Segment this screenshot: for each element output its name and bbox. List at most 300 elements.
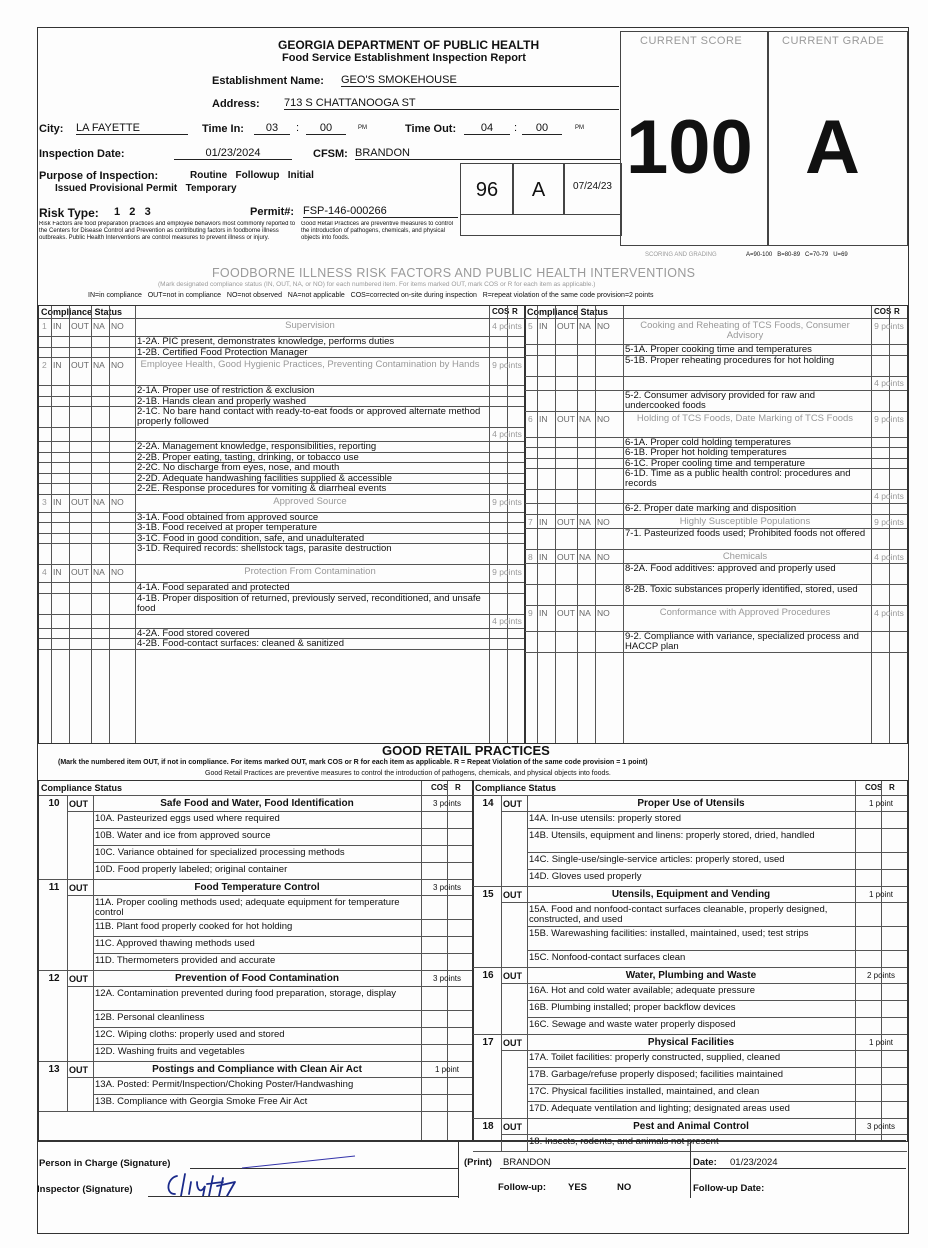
status-option: NO: [597, 516, 610, 527]
out-column-line: [67, 970, 68, 1061]
current-grade: A: [805, 105, 860, 190]
footer-date-label: Date:: [693, 1157, 717, 1168]
out-label: OUT: [69, 883, 88, 893]
status-option: NO: [597, 607, 610, 618]
status-option: OUT: [71, 567, 89, 577]
desc-column-line: [93, 879, 94, 970]
followup-no: NO: [617, 1182, 632, 1193]
cos-column-line: [855, 781, 856, 1141]
inspection-item: 1-2B. Certified Food Protection Manager: [137, 346, 308, 358]
status-option: NA: [93, 496, 105, 507]
addr-value: 713 S CHATTANOOGA ST: [284, 97, 619, 110]
grp-item: 11A. Proper cooling methods used; adequate equipment for temperature control: [95, 897, 400, 918]
compliance-status-header: Compliance Status: [527, 307, 609, 317]
grp-item: 14A. In-use utensils: properly stored: [529, 813, 682, 824]
desc-column-line: [135, 306, 136, 743]
grp-item: 10A. Pasteurized eggs used where required: [95, 813, 280, 824]
desc-column-line: [527, 967, 528, 1034]
footer-rule-top: [38, 1140, 906, 1141]
group-title: Safe Food and Water, Food Identification: [160, 798, 354, 809]
status-option: NA: [93, 567, 105, 577]
item-rule: [39, 614, 525, 615]
grp-item: 12D. Washing fruits and vegetables: [95, 1046, 245, 1057]
status-option: NO: [597, 321, 610, 331]
status-option: NA: [579, 413, 591, 424]
item-rule: [527, 1084, 907, 1085]
out-label: OUT: [503, 971, 522, 981]
status-option: NO: [111, 567, 124, 577]
status-option: NA: [579, 551, 591, 562]
item-rule: [39, 649, 525, 650]
cos-column-line: [421, 781, 422, 1141]
last-date: 07/24/23: [573, 181, 612, 192]
group-title: Prevention of Food Contamination: [175, 973, 339, 984]
city-value: LA FAYETTE: [76, 122, 188, 135]
group-points: 3 points: [432, 799, 462, 808]
category-title: Holding of TCS Foods, Date Marking of TCS Foods: [636, 412, 854, 424]
group-points: 3 points: [432, 974, 462, 983]
item-rule: [527, 869, 907, 870]
cos-header: COS: [431, 783, 449, 792]
grp-item: 11D. Thermometers provided and accurate: [95, 955, 276, 966]
status-column-line: [91, 306, 92, 743]
inspection-item: 6-1B. Proper hot holding temperatures: [625, 447, 787, 458]
out-column-line: [67, 1061, 68, 1111]
grp-item: 12B. Personal cleanliness: [95, 1012, 205, 1023]
grp-subtitle: (Mark the numbered item OUT, if not in compliance. For items marked OUT, mark COS or R for each item as applicable. R = Repeat Violation of the same code provision = 1 point): [58, 759, 648, 766]
current-score-label: CURRENT SCORE: [640, 35, 743, 47]
header-rule: [39, 318, 525, 319]
grp-item: 17D. Adequate ventilation and lighting; designated areas used: [529, 1103, 790, 1114]
grp-item: 16C. Sewage and waste water properly disposed: [529, 1019, 736, 1030]
group-rule: [473, 886, 907, 887]
risk-factor-note: Risk Factors are food preparation practices and employee behaviors most commonly reported to the Centers for Disease Control and Prevention as contributing factors in foodborne illness outbreaks. Public Health Interventions are control measures to prevent illness or injury.: [39, 221, 296, 241]
grp-item: 16B. Plumbing installed; proper backflow devices: [529, 1002, 736, 1013]
status-option: OUT: [557, 516, 575, 527]
followup-label: Follow-up:: [498, 1182, 547, 1193]
status-column-line: [69, 306, 70, 743]
status-column-line: [51, 306, 52, 743]
status-option: IN: [539, 413, 548, 424]
group-title: Physical Facilities: [647, 1037, 735, 1048]
inspection-item: 2-1B. Hands clean and properly washed: [137, 395, 306, 407]
header-rule: [473, 795, 907, 796]
time-in-colon: :: [296, 122, 300, 134]
print-line: [500, 1168, 690, 1169]
desc-column-line: [527, 886, 528, 967]
report-title: Food Service Establishment Inspection Report: [282, 52, 526, 64]
category-title: Protection From Contamination: [244, 566, 376, 577]
item-rule: [525, 514, 907, 515]
group-title: Utensils, Equipment and Vending: [611, 889, 771, 900]
status-option: OUT: [71, 360, 89, 370]
inspection-item: 8-2A. Food additives: approved and properly used: [625, 562, 836, 574]
row-rule: [67, 986, 473, 987]
out-label: OUT: [503, 890, 522, 900]
grp-left-table: [38, 780, 474, 1142]
category-points: 4 points: [874, 551, 904, 562]
group-points: 1 point: [868, 1038, 894, 1047]
dept-title: GEORGIA DEPARTMENT OF PUBLIC HEALTH: [278, 38, 540, 52]
group-points: 2 points: [866, 971, 896, 980]
cfsm-value: BRANDON: [355, 147, 620, 160]
row-rule: [501, 1134, 907, 1135]
item-rule: [527, 828, 907, 829]
cos-header: COS: [865, 783, 883, 792]
category-title: Supervision: [285, 320, 335, 331]
item-rule: [93, 919, 473, 920]
category-points: 4 points: [492, 321, 522, 331]
status-option: IN: [53, 321, 62, 331]
status-option: NO: [111, 321, 124, 331]
item-rule: [93, 1094, 473, 1095]
inspection-item: 6-1C. Proper cooling time and temperature: [625, 457, 806, 469]
cfsm-label: CFSM:: [313, 148, 348, 160]
status-option: IN: [53, 360, 62, 370]
last-grade-box: [512, 163, 565, 215]
inspector-signature-label: Inspector (Signature): [37, 1184, 133, 1195]
grp-item: 10C. Variance obtained for specialized processing methods: [95, 847, 345, 858]
grp-item: 15C. Nonfood-contact surfaces clean: [529, 952, 686, 963]
grp-item: 14B. Utensils, equipment and linens: properly stored, dried, handled: [529, 830, 815, 841]
out-label: OUT: [69, 1065, 88, 1075]
group-rule: [39, 879, 473, 880]
r-column-line: [881, 781, 882, 1141]
category-points: 4 points: [492, 615, 522, 626]
item-number: 14: [482, 798, 494, 809]
item-rule: [527, 1017, 907, 1018]
group-rule: [473, 1118, 907, 1119]
category-title: Approved Source: [273, 495, 347, 507]
category-points: 9 points: [492, 496, 522, 507]
group-title: Postings and Compliance with Clean Air Act: [152, 1064, 362, 1075]
followup-date-label: Follow-up Date:: [693, 1183, 765, 1194]
item-rule: [525, 652, 907, 653]
purpose-label: Purpose of Inspection:: [39, 170, 159, 182]
last-blank-box: [460, 213, 622, 236]
grp-item: 12C. Wiping cloths: properly used and stored: [95, 1029, 285, 1040]
inspection-item: 2-2C. No discharge from eyes, nose, and mouth: [137, 462, 340, 473]
cos-header: COS: [874, 307, 892, 316]
status-option: IN: [539, 551, 548, 562]
grp-item: 15B. Warewashing facilities: installed, maintained, used; test strips: [529, 928, 809, 939]
out-label: OUT: [69, 974, 88, 984]
pic-signature-label: Person in Charge (Signature): [39, 1158, 171, 1169]
status-column-line: [577, 306, 578, 743]
group-rule: [473, 967, 907, 968]
item-number: 1: [42, 321, 47, 331]
header-rule: [525, 318, 907, 319]
item-rule: [525, 411, 907, 412]
rf-subtitle: (Mark designated compliance status (IN, OUT, NA, or NO) for each numbered item. For items marked OUT, mark COS or R for each item as applicable.): [158, 281, 596, 288]
status-option: OUT: [71, 321, 89, 331]
grp-item: 15A. Food and nonfood-contact surfaces cleanable, properly designed, constructed, and used: [529, 904, 828, 925]
item-rule: [525, 376, 907, 377]
current-score: 100: [626, 105, 753, 190]
scoring-label: SCORING AND GRADING: [645, 252, 717, 258]
item-rule: [527, 950, 907, 951]
group-rule: [39, 1061, 473, 1062]
grp-right-table: [472, 780, 908, 1147]
category-points: 4 points: [874, 491, 904, 501]
inspection-item: 2-2B. Proper eating, tasting, drinking, or tobacco use: [137, 451, 359, 463]
compliance-status-header: Compliance Status: [475, 783, 557, 793]
inspection-item: 8-2B. Toxic substances properly identified, stored, used: [625, 583, 858, 595]
item-rule: [93, 1027, 473, 1028]
desc-column-line: [527, 795, 528, 886]
last-score-box: [460, 163, 514, 215]
footer-vline-right: [690, 1140, 691, 1198]
grp-item: 13B. Compliance with Georgia Smoke Free Air Act: [95, 1096, 308, 1107]
current-grade-label: CURRENT GRADE: [782, 35, 885, 47]
grp-item: 17C. Physical facilities installed, maintained, and clean: [529, 1086, 760, 1097]
footer-date-line: [690, 1168, 906, 1169]
category-points: 4 points: [874, 607, 904, 618]
out-label: OUT: [69, 799, 88, 809]
r-header: R: [455, 783, 461, 792]
status-option: NA: [93, 360, 105, 370]
item-rule: [525, 489, 907, 490]
inspection-item: 4-1B. Proper disposition of returned, previously served, reconditioned, and unsafe food: [137, 592, 481, 614]
status-option: OUT: [71, 496, 89, 507]
out-label: OUT: [503, 799, 522, 809]
status-option: NA: [579, 607, 591, 618]
out-label: OUT: [503, 1122, 522, 1132]
inspection-item: 9-2. Compliance with variance, specialized process and HACCP plan: [625, 630, 859, 652]
group-points: 1 point: [868, 799, 894, 808]
item-rule: [39, 564, 525, 565]
row-rule: [501, 902, 907, 903]
time-in-pm: PM: [358, 125, 367, 131]
last-grade: A: [531, 179, 546, 201]
status-option: IN: [53, 567, 62, 577]
out-column-line: [501, 886, 502, 967]
inspection-item: 6-2. Proper date marking and disposition: [625, 503, 797, 514]
item-rule: [93, 862, 473, 863]
item-number: 3: [42, 496, 47, 507]
group-points: 3 points: [866, 1122, 896, 1131]
item-number: 12: [48, 973, 60, 984]
group-points: 3 points: [432, 883, 462, 892]
status-option: NA: [579, 516, 591, 527]
grade-scale: A=90-100 B=80-89 C=70-79 U=69: [746, 252, 848, 258]
rf-title: FOODBORNE ILLNESS RISK FACTORS AND PUBLIC HEALTH INTERVENTIONS: [212, 266, 696, 280]
row-rule: [67, 1077, 473, 1078]
item-number: 6: [528, 413, 533, 424]
inspection-item: 2-2E. Response procedures for vomiting & diarrheal events: [137, 483, 387, 494]
row-rule: [501, 811, 907, 812]
item-number: 2: [42, 360, 47, 370]
item-rule: [93, 845, 473, 846]
status-column-line: [109, 306, 110, 743]
inspection-item: 3-1C. Food in good condition, safe, and unadulterated: [137, 532, 365, 544]
print-value: BRANDON: [503, 1157, 551, 1168]
grp-subtitle-2: Good Retail Practices are preventive measures to control the introduction of pathogens, chemicals, and physical objects into foods.: [205, 770, 611, 777]
status-column-line: [595, 306, 596, 743]
status-option: IN: [539, 607, 548, 618]
item-rule: [527, 1067, 907, 1068]
purpose-options: Routine Followup Initial: [190, 170, 314, 181]
inspection-item: 1-2A. PIC present, demonstrates knowledge, performs duties: [137, 336, 395, 347]
inspection-item: 5-1B. Proper reheating procedures for hot holding: [625, 354, 835, 366]
status-option: NA: [93, 321, 105, 331]
last-score: 96: [475, 179, 499, 201]
out-column-line: [501, 967, 502, 1034]
status-option: OUT: [557, 607, 575, 618]
item-rule: [39, 357, 525, 358]
item-rule: [93, 828, 473, 829]
status-option: IN: [53, 496, 62, 507]
r-column-line: [447, 781, 448, 1141]
category-title: Employee Health, Good Hygienic Practices, Preventing Contamination by Hands: [140, 359, 480, 370]
inspection-item: 6-1A. Proper cold holding temperatures: [625, 436, 791, 448]
grp-item: 14C. Single-use/single-service articles: properly stored, used: [529, 854, 785, 865]
inspection-item: 6-1D. Time as a public health control: procedures and records: [625, 468, 851, 489]
item-number: 7: [528, 516, 533, 527]
desc-column-line: [527, 1118, 528, 1151]
addr-label: Address:: [212, 98, 260, 110]
inspector-signature-line: [148, 1196, 458, 1197]
item-rule: [93, 953, 473, 954]
inspection-item: 4-1A. Food separated and protected: [137, 582, 290, 593]
category-points: 4 points: [874, 377, 904, 388]
inspection-item: 2-2D. Adequate handwashing facilities supplied & accessible: [137, 472, 393, 484]
status-option: NO: [111, 360, 124, 370]
item-number: 16: [482, 970, 494, 981]
time-out-label: Time Out:: [405, 123, 457, 135]
category-points: 9 points: [874, 413, 904, 424]
group-rule: [39, 1111, 473, 1112]
r-column-line: [507, 306, 508, 743]
grp-item: 14D. Gloves used properly: [529, 871, 642, 882]
date-value: 01/23/2024: [174, 147, 292, 160]
time-in-label: Time In:: [202, 123, 244, 135]
inspection-item: 3-1A. Food obtained from approved source: [137, 511, 319, 523]
status-option: OUT: [557, 321, 575, 331]
rf-right-table: [524, 305, 908, 744]
item-rule: [527, 926, 907, 927]
time-out-colon: :: [514, 122, 518, 134]
group-rule: [39, 970, 473, 971]
last-date-box: [563, 163, 622, 215]
grp-note: Good Retail Practices are preventive measures to control the introduction of pathogens, chemicals, and physical objects into foods.: [301, 221, 454, 241]
category-points: 9 points: [492, 360, 522, 370]
risk-label: Risk Type:: [39, 206, 99, 220]
category-title: Conformance with Approved Procedures: [659, 606, 831, 618]
item-rule: [525, 605, 907, 606]
group-title: Food Temperature Control: [194, 882, 320, 893]
desc-column-line: [623, 306, 624, 743]
group-title: Proper Use of Utensils: [637, 798, 745, 809]
grp-item: 13A. Posted: Permit/Inspection/Choking Poster/Handwashing: [95, 1079, 354, 1090]
inspection-item: 7-1. Pasteurized foods used; Prohibited foods not offered: [625, 527, 866, 539]
compliance-status-header: Compliance Status: [41, 307, 123, 317]
compliance-status-header: Compliance Status: [41, 783, 123, 793]
status-column-line: [555, 306, 556, 743]
row-rule: [501, 1050, 907, 1051]
status-option: IN: [539, 321, 548, 331]
item-rule: [39, 494, 525, 495]
desc-column-line: [527, 1034, 528, 1118]
status-option: NA: [579, 321, 591, 331]
time-out-minute: 00: [522, 122, 562, 135]
inspection-item: 4-2B. Food-contact surfaces: cleaned & sanitized: [137, 638, 345, 649]
row-rule: [501, 983, 907, 984]
out-column-line: [67, 879, 68, 970]
time-in-hour: 03: [254, 122, 290, 135]
rf-legend: IN=in compliance OUT=not in compliance NO=not observed NA=not applicable COS=corrected on-site during inspection R=repeat violation of the same code provision=2 points: [88, 292, 654, 299]
item-rule: [527, 1000, 907, 1001]
item-number: 5: [528, 321, 533, 331]
out-column-line: [501, 795, 502, 886]
item-rule: [525, 549, 907, 550]
inspection-item: 2-1A. Proper use of restriction & exclusion: [137, 385, 315, 396]
group-title: Water, Plumbing and Waste: [625, 970, 757, 981]
inspection-item: 3-1D. Required records: shellstock tags, parasite destruction: [137, 543, 392, 554]
r-header: R: [889, 783, 895, 792]
group-points: 1 point: [868, 890, 894, 899]
date-label: Inspection Date:: [39, 148, 125, 160]
rf-left-table: [38, 305, 526, 744]
inspection-item: 5-2. Consumer advisory provided for raw and undercooked foods: [625, 389, 816, 411]
cos-header: COS: [492, 307, 510, 316]
grp-item: 10B. Water and ice from approved source: [95, 830, 271, 841]
footer-date-value: 01/23/2024: [730, 1157, 778, 1168]
item-number: 8: [528, 551, 533, 562]
grp-item: 17A. Toilet facilities: properly constructed, supplied, cleaned: [529, 1052, 781, 1063]
grp-item: 12A. Contamination prevented during food preparation, storage, display: [95, 988, 397, 999]
item-rule: [527, 852, 907, 853]
desc-column-line: [93, 795, 94, 879]
inspection-item: 2-2A. Management knowledge, responsibilities, reporting: [137, 441, 377, 452]
time-out-pm: PM: [575, 125, 584, 131]
city-label: City:: [39, 123, 64, 135]
time-in-minute: 00: [306, 122, 346, 135]
item-number: 4: [42, 567, 47, 577]
item-rule: [39, 427, 525, 428]
footer-vline-left: [458, 1140, 459, 1198]
group-title: Pest and Animal Control: [633, 1121, 749, 1132]
grp-title: GOOD RETAIL PRACTICES: [382, 743, 550, 758]
item-number: 9: [528, 607, 533, 618]
desc-column-line: [93, 1061, 94, 1111]
permit-value: FSP-146-000266: [303, 205, 458, 218]
est-label: Establishment Name:: [212, 75, 324, 87]
category-points: 9 points: [492, 567, 522, 577]
time-out-hour: 04: [464, 122, 510, 135]
category-points: 4 points: [492, 429, 522, 439]
status-option: NO: [111, 496, 124, 507]
grp-item: 16A. Hot and cold water available; adequate pressure: [529, 985, 756, 996]
item-rule: [93, 1044, 473, 1045]
header-rule: [39, 795, 473, 796]
group-rule: [473, 1034, 907, 1035]
category-title: Highly Susceptible Populations: [679, 515, 811, 527]
category-points: 9 points: [874, 516, 904, 527]
item-rule: [93, 936, 473, 937]
item-number: 17: [482, 1037, 494, 1048]
risk-options: 1 2 3: [114, 206, 151, 218]
row-rule: [67, 895, 473, 896]
print-label: (Print): [464, 1157, 492, 1168]
status-option: IN: [539, 516, 548, 527]
r-header: R: [512, 307, 518, 316]
status-column-line: [537, 306, 538, 743]
r-header: R: [894, 307, 900, 316]
status-option: NO: [597, 551, 610, 562]
item-number: 13: [48, 1064, 60, 1075]
grp-item: 18. Insects, rodents, and animals not present: [529, 1136, 719, 1147]
